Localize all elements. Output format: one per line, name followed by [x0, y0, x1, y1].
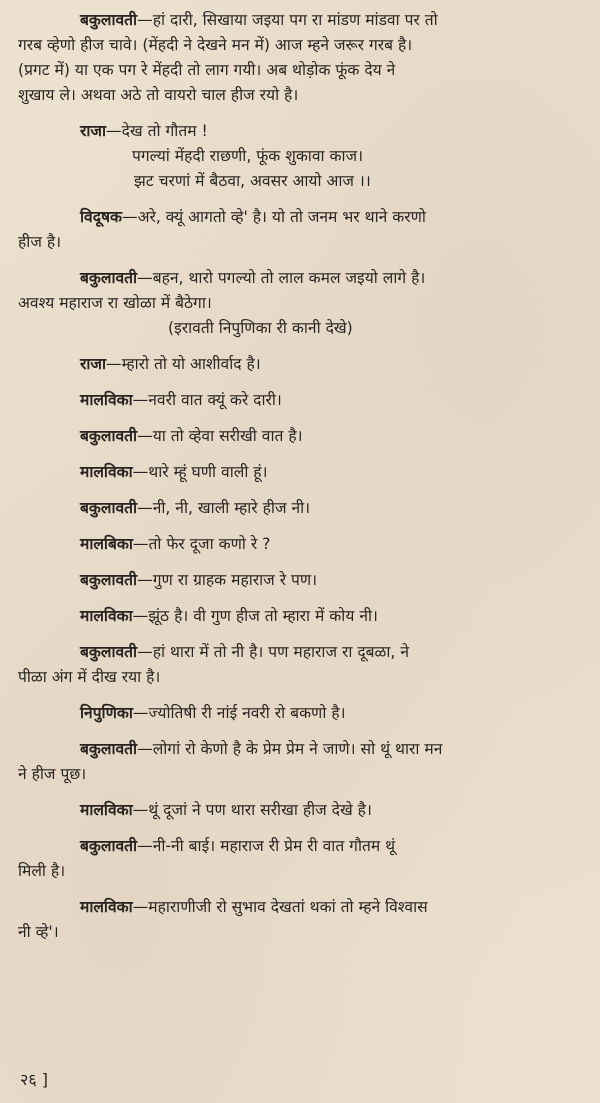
speaker-name: मालविका [80, 801, 133, 819]
speaker-name: बकुलावती [80, 643, 138, 661]
dialogue-line: गरब व्हेणो हीज चावे। (मेंहदी ने देखने मन में) आज म्हने जरूर गरब है। [18, 36, 413, 54]
dialogue-malvika-5 [18, 798, 586, 823]
dialogue-text: —लोगां रो केणो है के प्रेम प्रेम ने जाणे। सो थूं थारा मन [137, 740, 443, 758]
dialogue-nipunika [18, 701, 586, 726]
speaker-name: बकुलावती [80, 499, 138, 517]
dialogue-text: —बहन, थारो पगल्यो तो लाल कमल जइयो लागे है। [137, 269, 426, 287]
dialogue-line: अवश्य महाराज रा खोळा में बैठेगा। [18, 294, 212, 312]
dialogue-malvika-3 [18, 532, 586, 557]
dialogue-text: —झूंठ है। वी गुण हीज तो म्हारा में कोय नी। [132, 607, 378, 625]
speaker-name: बकुलावती [80, 11, 138, 29]
speaker-name: राजा [80, 355, 107, 373]
dialogue-line [18, 532, 586, 557]
dialogue-line: नी व्हे'। [18, 923, 59, 941]
speaker-name: विदूषक [80, 208, 122, 226]
dialogue-text: —गुण रा ग्राहक महाराज रे पण। [137, 571, 318, 589]
dialogue-vidushak [18, 205, 586, 255]
dialogue-text: —हां दारी, सिखाया जइया पग रा मांडण मांडवा पर तो [137, 11, 438, 29]
dialogue-malvika-2 [18, 460, 586, 485]
dialogue-line [18, 352, 586, 377]
dialogue-line [18, 8, 586, 33]
dialogue-bakulavati-7 [18, 737, 586, 787]
dialogue-bakulavati-6 [18, 640, 586, 690]
speaker-name: मालबिका [80, 535, 133, 553]
dialogue-line [18, 798, 586, 823]
speaker-name: मालविका [80, 391, 133, 409]
dialogue-text: —तो फेर दूजा कणो रे ? [132, 535, 271, 553]
dialogue-malvika-4 [18, 604, 586, 629]
speaker-name: बकुलावती [80, 837, 138, 855]
dialogue-line [18, 568, 586, 593]
dialogue-bakulavati-2 [18, 266, 586, 341]
dialogue-line: ने हीज पूछ। [18, 765, 87, 783]
dialogue-text: —महाराणीजी रो सुभाव देखतां थकां तो म्हने विश्वास [132, 898, 428, 916]
dialogue-bakulavati-1 [18, 8, 586, 108]
dialogue-bakulavati-8 [18, 834, 586, 884]
dialogue-line [18, 496, 586, 521]
dialogue-line [18, 701, 586, 726]
dialogue-line [18, 604, 586, 629]
dialogue-malvika-1 [18, 388, 586, 413]
speaker-name: निपुणिका [80, 704, 133, 722]
dialogue-text: —ज्योतिषी री नांई नवरी रो बकणो है। [132, 704, 346, 722]
dialogue-line: पीळा अंग में दीख रया है। [18, 668, 161, 686]
dialogue-line [18, 640, 586, 665]
dialogue-text: —देख तो गौतम ! [106, 122, 208, 140]
dialogue-line: (प्रगट में) या एक पग रे मेंहदी तो लाग गयी। अब थोड़ोक फूंक देय ने [18, 61, 396, 79]
dialogue-text: —म्हारो तो यो आशीर्वाद है। [106, 355, 261, 373]
speaker-name: बकुलावती [80, 427, 138, 445]
dialogue-text: —थूं दूजां ने पण थारा सरीखा हीज देखे है। [132, 801, 372, 819]
dialogue-bakulavati-4 [18, 496, 586, 521]
page-number: २६ ] [20, 1070, 48, 1089]
dialogue-line [18, 119, 586, 144]
dialogue-line: शुखाय ले। अथवा अठे तो वायरो चाल हीज रयो है। [18, 86, 299, 104]
speaker-name: राजा [80, 122, 107, 140]
verse-line: झट चरणां में बैठवा, अवसर आयो आज ।। [134, 172, 371, 190]
dialogue-text: —हां थारा में तो नी है। पण महाराज रा दूबळा, ने [137, 643, 409, 661]
dialogue-line [18, 266, 586, 291]
dialogue-line: हीज है। [18, 233, 62, 251]
verse-line: पगल्यां मेंहदी राछणी, फूंक शुकावा काज। [132, 147, 363, 165]
dialogue-line [18, 834, 586, 859]
dialogue-line [18, 895, 586, 920]
dialogue-line [18, 737, 586, 762]
dialogue-line [18, 388, 586, 413]
dialogue-text: —अरे, क्यूं आगतो व्हे' है। यो तो जनम भर थाने करणो [121, 208, 426, 226]
speaker-name: मालविका [80, 463, 133, 481]
dialogue-raja-2 [18, 352, 586, 377]
dialogue-bakulavati-3 [18, 424, 586, 449]
dialogue-malvika-6 [18, 895, 586, 945]
dialogue-text: —नी-नी बाई। महाराज री प्रेम री वात गौतम थूं [137, 837, 396, 855]
dialogue-raja-1 [18, 119, 586, 194]
dialogue-line [18, 460, 586, 485]
dialogue-bakulavati-5 [18, 568, 586, 593]
dialogue-text: —नी, नी, खाली म्हारे हीज नी। [137, 499, 311, 517]
dialogue-text: —या तो व्हेवा सरीखी वात है। [137, 427, 303, 445]
dialogue-text: —थारे म्हूं घणी वाली हूं। [132, 463, 268, 481]
speaker-name: बकुलावती [80, 269, 138, 287]
speaker-name: बकुलावती [80, 740, 138, 758]
dialogue-text: —नवरी वात क्यूं करे दारी। [132, 391, 282, 409]
speaker-name: बकुलावती [80, 571, 138, 589]
speaker-name: मालविका [80, 607, 133, 625]
stage-direction: (इरावती निपुणिका री कानी देखे) [168, 319, 353, 337]
dialogue-line: मिली है। [18, 862, 66, 880]
dialogue-line [18, 205, 586, 230]
dialogue-line [18, 424, 586, 449]
speaker-name: मालविका [80, 898, 133, 916]
